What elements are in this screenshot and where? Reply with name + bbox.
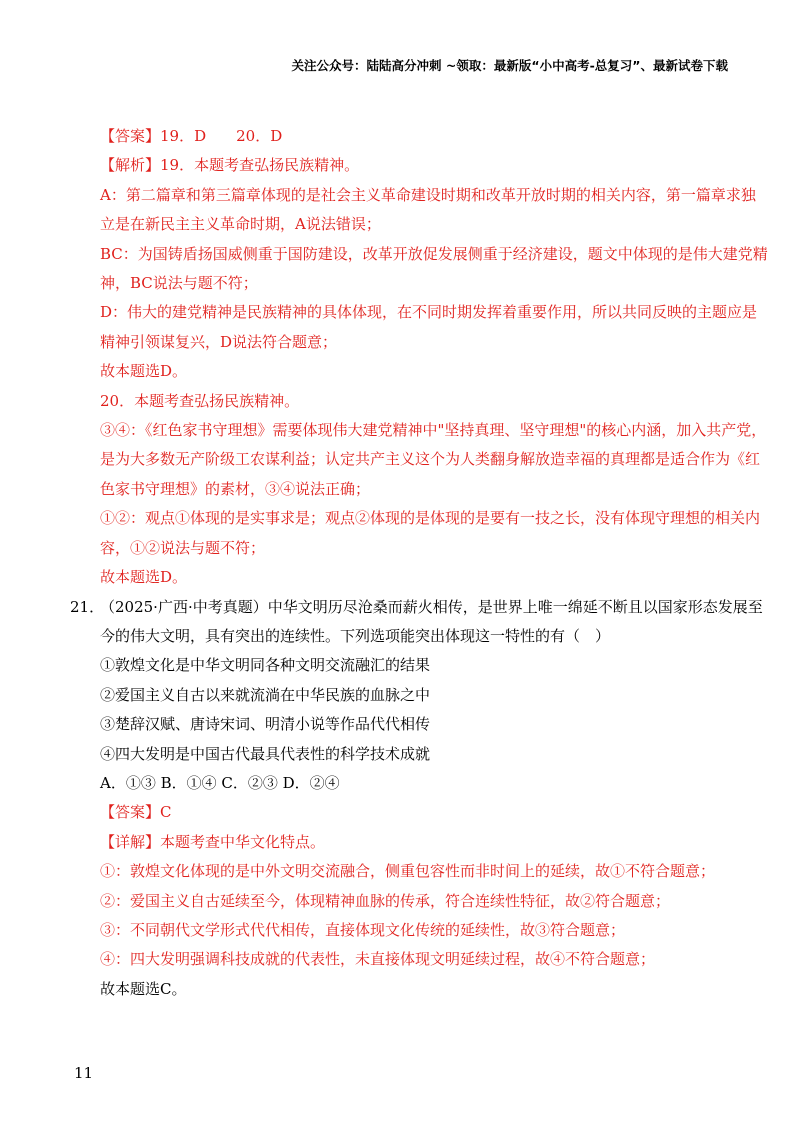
question-21	[70, 593, 763, 1005]
analysis-line: 故本题选D。	[100, 568, 188, 587]
question21-line: ②：爱国主义自古延续至今，体现精神血脉的传承，符合连续性特征，故②符合题意；	[100, 891, 671, 910]
question21-line: 今的伟大文明，具有突出的连续性。下列选项能突出体现这一特性的有（ ）	[100, 626, 611, 645]
question21-line: ③：不同朝代文学形式代代相传，直接体现文化传统的延续性，故③符合题意；	[100, 920, 626, 939]
analysis-line: D：伟大的建党精神是民族精神的具体体现，在不同时期发挥着重要作用，所以共同反映的主题应是	[100, 303, 758, 322]
question21-line: （2025·广西·中考真题）中华文明历尽沧桑而薪火相传，是世界上唯一绵延不断且以国家形态发展至	[100, 597, 763, 616]
question21-line: ①敦煌文化是中华文明同各种文明交流融汇的结果	[100, 656, 431, 675]
page-number: 11	[74, 1064, 94, 1082]
question21-line: ③楚辞汉赋、唐诗宋词、明清小说等作品代代相传	[100, 715, 431, 734]
question-number: 21．	[70, 597, 105, 616]
question21-line: ④四大发明是中国古代最具代表性的科学技术成就	[100, 744, 431, 763]
analysis-line: 神，BC说法与题不符；	[100, 274, 258, 293]
question-21-body	[100, 593, 763, 1005]
analysis-line: A：第二篇章和第三篇章体现的是社会主义革命建设时期和改革开放时期的相关内容，第一篇章求独	[100, 185, 756, 204]
page-content	[70, 122, 768, 1004]
analysis-line: 20．本题考查弘扬民族精神。	[100, 391, 300, 410]
analysis-line: 是为大多数无产阶级工农谋利益；认定共产主义这个为人类翻身解放造幸福的真理都是适合作为《红	[100, 450, 761, 469]
analysis-line: 精神引领谋复兴，D说法符合题意；	[100, 332, 338, 351]
question21-line: 故本题选C。	[100, 979, 187, 998]
page-header: 关注公众号：陆陆高分冲刺 ~领取：最新版“小中高考-总复习”、最新试卷下载	[291, 58, 728, 73]
analysis-line: 容，①②说法与题不符；	[100, 538, 266, 557]
answer-block-19-20	[100, 122, 768, 593]
analysis-line: 【解析】19．本题考查弘扬民族精神。	[100, 156, 360, 175]
question21-line: ②爱国主义自古以来就流淌在中华民族的血脉之中	[100, 685, 431, 704]
analysis-line: ①②：观点①体现的是实事求是；观点②体现的是体现的是要有一技之长，没有体现守理想的相关内	[100, 509, 761, 528]
analysis-line: 立是在新民主主义革命时期，A说法错误；	[100, 215, 381, 234]
analysis-line: 色家书守理想》的素材，③④说法正确；	[100, 479, 371, 498]
question21-line: 【详解】本题考查中华文化特点。	[100, 832, 326, 851]
analysis-line: 故本题选D。	[100, 362, 188, 381]
analysis-line: 【答案】19．D 20．D	[100, 127, 283, 145]
question21-line: A．①③ B．①④ C．②③ D．②④	[100, 773, 340, 792]
question21-line: ④：四大发明强调科技成就的代表性，未直接体现文明延续过程，故④不符合题意；	[100, 950, 656, 969]
question21-line: 【答案】C	[100, 803, 172, 822]
analysis-line: ③④：《红色家书守理想》需要体现伟大建党精神中"坚持真理、坚守理想"的核心内涵，加入共产党，	[100, 421, 767, 440]
question21-line: ①：敦煌文化体现的是中外文明交流融合，侧重包容性而非时间上的延续，故①不符合题意；	[100, 862, 716, 881]
analysis-line: BC：为国铸盾扬国威侧重于国防建设，改革开放促发展侧重于经济建设，题文中体现的是伟大建党精	[100, 244, 768, 263]
